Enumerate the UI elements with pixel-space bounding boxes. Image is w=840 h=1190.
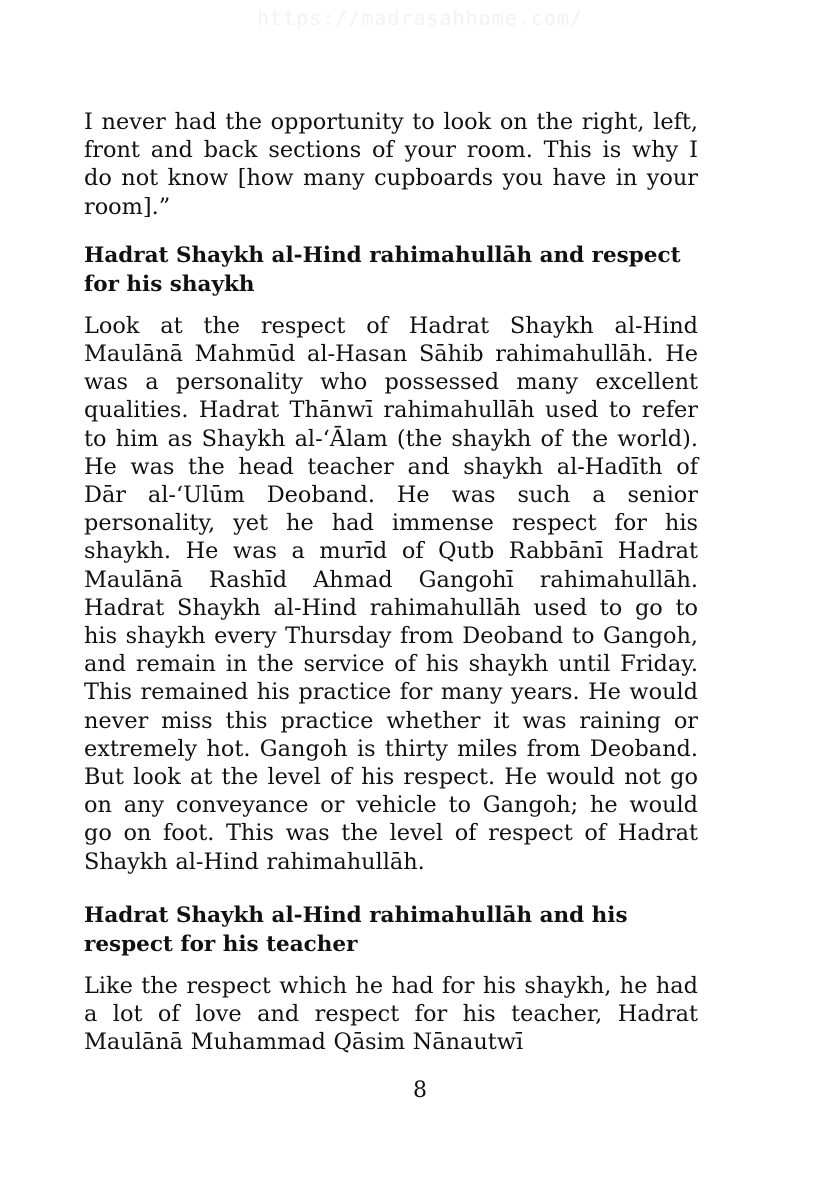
page-content (84, 108, 698, 1056)
page-number: 8 (413, 1078, 427, 1103)
section-heading-1: Hadrat Shaykh al-Hind rahimahullāh and respect for his shaykh (84, 242, 681, 297)
paragraph-2: Look at the respect of Hadrat Shaykh al-Hind Maulānā Mahmūd al-Hasan Sāhib rahimahullāh. He was a personality who possessed many excellent qualities. Hadrat Thānwī rahimahullāh used to refer to him as Shaykh al-‘Ālam (the shaykh of the world). He was the head teacher and shaykh al-Hadīth of Dār al-‘Ulūm Deoband. He was such a senior personality, yet he had immense respect for his shaykh. He was a murīd of Qutb Rabbānī Hadrat Maulānā Rashīd Ahmad Gangohī rahimahullāh. Hadrat Shaykh al-Hind rahimahullāh used to go to his shaykh every Thursday from Deoband to Gangoh, and remain in the service of his shaykh until Friday. This remained his practice for many years. He would never miss this practice whether it was raining or extremely hot. Gangoh is thirty miles from Deoband. But look at the level of his respect. He would not go on any conveyance or vehicle to Gangoh; he would go on foot. This was the level of respect of Hadrat Shaykh al-Hind rahimahullāh. (84, 312, 698, 875)
paragraph-3: Like the respect which he had for his shaykh, he had a lot of love and respect for his teacher, Hadrat Maulānā Muhammad Qāsim Nānautwī (84, 972, 698, 1056)
paragraph-1: I never had the opportunity to look on the right, left, front and back sections of your room. This is why I do not know [how many cupboards you have in your room].” (84, 109, 698, 220)
watermark: https://madrasahhome.com/ (256, 6, 584, 30)
section-heading-2: Hadrat Shaykh al-Hind rahimahullāh and his respect for his teacher (84, 902, 628, 957)
